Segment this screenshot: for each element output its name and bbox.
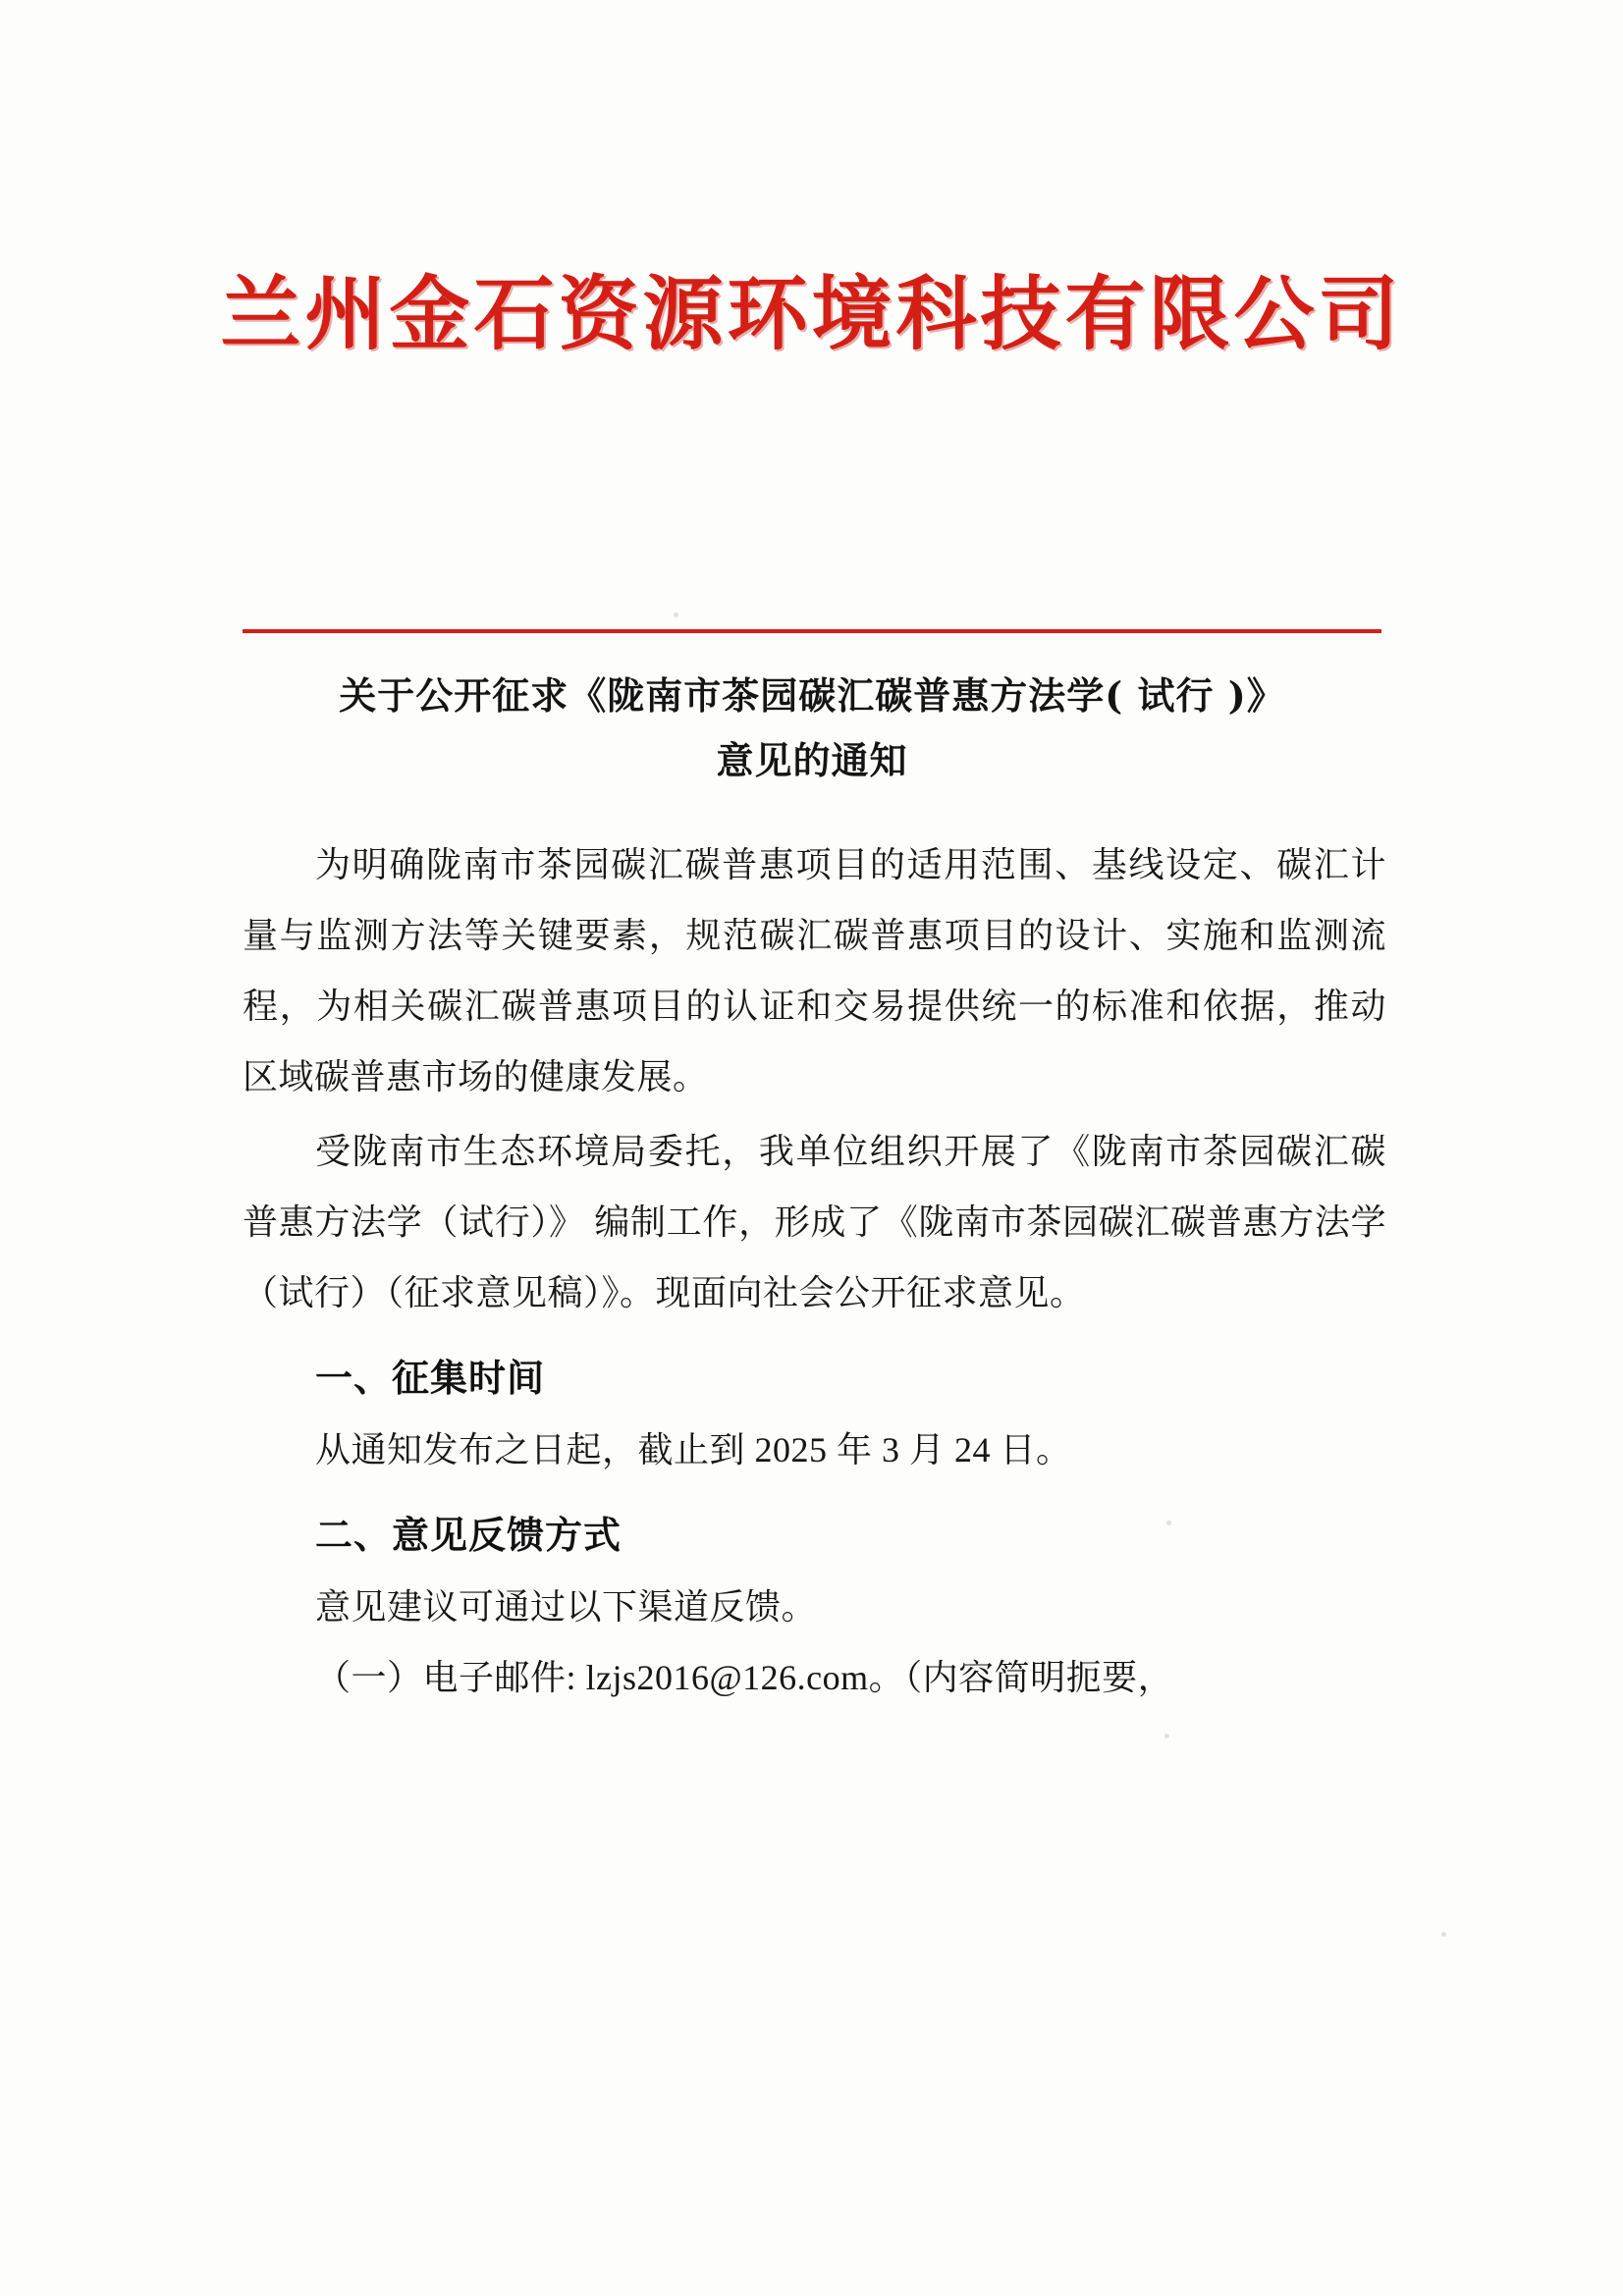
scan-speck xyxy=(1164,1734,1169,1738)
document-title-line-2: 意见的通知 xyxy=(716,738,908,782)
section-line: 意见建议可通过以下渠道反馈。 xyxy=(315,1587,818,1627)
section-heading: 二、意见反馈方式 xyxy=(315,1513,622,1557)
document-title xyxy=(243,664,1381,793)
section-heading: 一、征集时间 xyxy=(315,1356,546,1400)
section-line: （一）电子邮件: lzjs2016@126.com。（内容简明扼要， xyxy=(315,1658,1174,1697)
paragraph: 为明确陇南市茶园碳汇碳普惠项目的适用范围、基线设定、碳汇计量与监测方法等关键要素，规范碳汇碳普惠项目的设计、实施和监测流程，为相关碳汇碳普惠项目的认证和交易提供统一的标准和依据，推动区域碳普惠市场的健康发展。 xyxy=(243,845,1386,1096)
scan-speck xyxy=(1166,1521,1171,1525)
document-title-line-1: 关于公开征求《陇南市茶园碳汇碳普惠方法学( 试行 )》 xyxy=(339,673,1285,718)
scan-speck xyxy=(674,613,678,617)
scan-speck xyxy=(1441,1932,1446,1937)
header-divider-rule xyxy=(243,629,1381,633)
letterhead xyxy=(0,250,1623,365)
company-name: 兰州金石资源环境科技有限公司 xyxy=(220,267,1403,361)
section-line: 从通知发布之日起，截止到 2025 年 3 月 24 日。 xyxy=(315,1430,1072,1469)
document-body xyxy=(243,829,1386,1713)
paragraph: 受陇南市生态环境局委托，我单位组织开展了《陇南市茶园碳汇碳普惠方法学（试行）》 编制工作，形成了《陇南市茶园碳汇碳普惠方法学（试行）（征求意见稿）》。现面向社会公开征求意见。 xyxy=(243,1132,1386,1312)
